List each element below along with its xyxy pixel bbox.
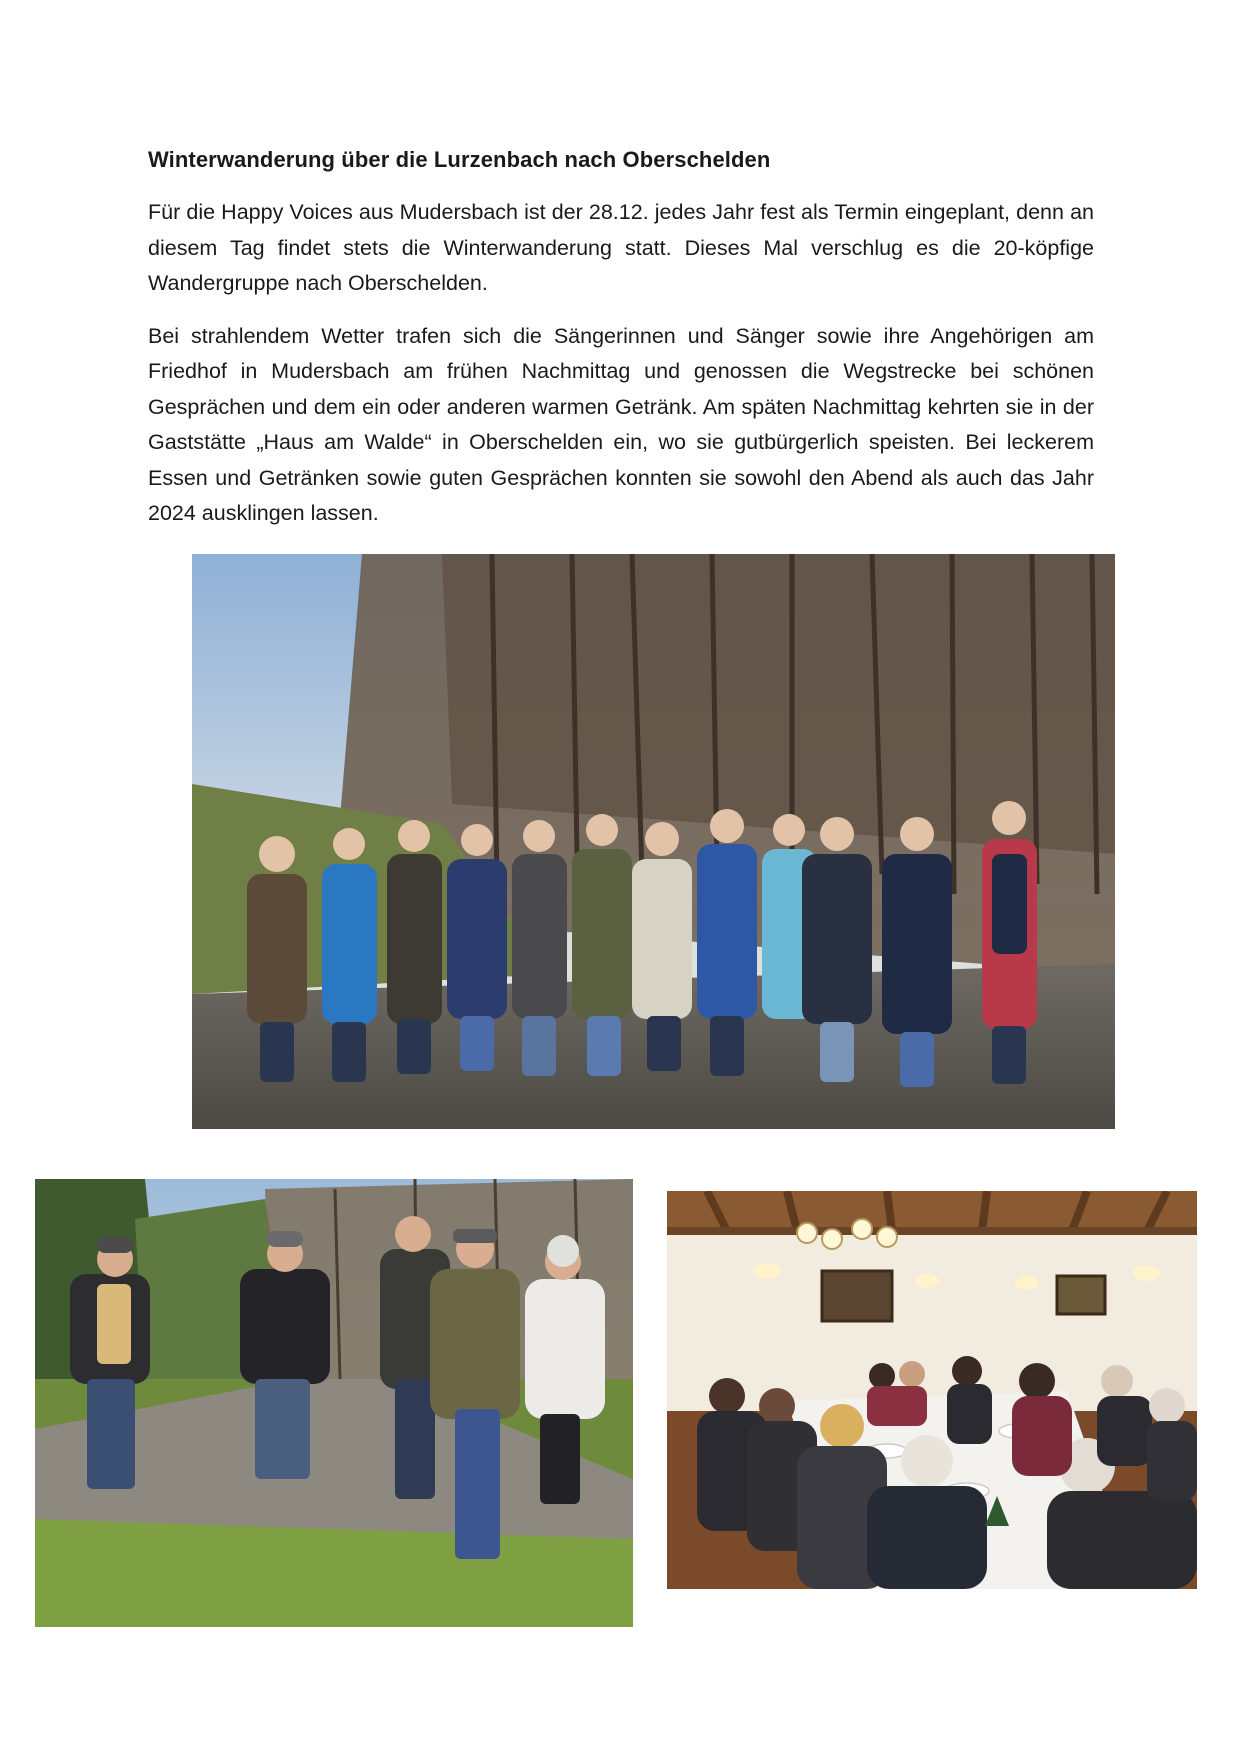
hikers-photo <box>35 1179 633 1627</box>
article <box>148 145 1094 549</box>
restaurant-photo-image <box>667 1191 1197 1589</box>
restaurant-photo <box>667 1191 1197 1589</box>
group-photo-image <box>192 554 1115 1129</box>
group-photo <box>192 554 1115 1129</box>
article-paragraph-1: Für die Happy Voices aus Mudersbach ist der 28.12. jedes Jahr fest als Termin eingeplant, denn an diesem Tag findet stets die Winterwanderung statt. Dieses Mal verschlug es die 20-köpfige Wandergruppe nach Oberschelden. <box>148 200 1094 295</box>
article-headline: Winterwanderung über die Lurzenbach nach Oberschelden <box>148 147 771 172</box>
hikers-photo-image <box>35 1179 633 1627</box>
article-paragraph-2: Bei strahlendem Wetter trafen sich die Sängerinnen und Sänger sowie ihre Angehörigen am Friedhof in Mudersbach am frühen Nachmittag und genossen die Wegstrecke bei schönen Gesprächen und dem ein oder anderen warmen Getränk. Am späten Nachmittag kehrten sie in der Gaststätte „Haus am Walde“ in Oberschelden ein, wo sie gutbürgerlich speisten. Bei leckerem Essen und Getränken sowie guten Gesprächen konnten sie sowohl den Abend als auch das Jahr 2024 ausklingen lassen. <box>148 323 1094 525</box>
